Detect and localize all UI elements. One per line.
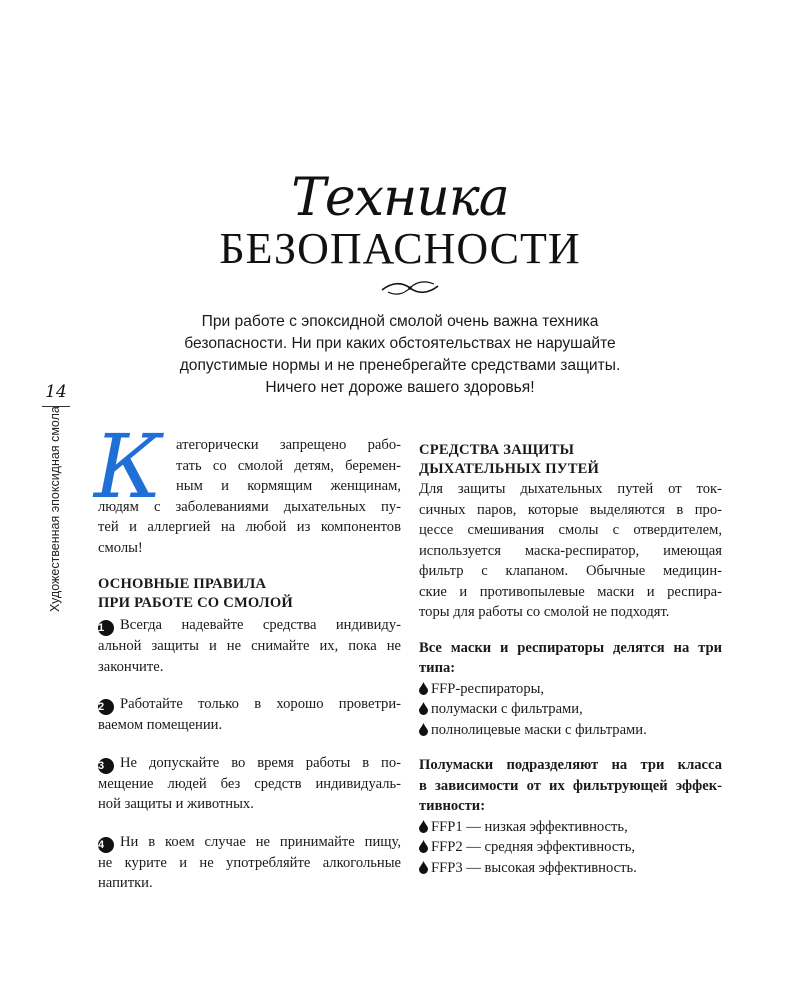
list-item-text: FFP2 — средняя эффективность, [431,839,635,855]
drop-bullet-icon [419,820,428,833]
rule-item [98,694,401,736]
paragraph-line: ным и кормящим женщинам, [176,478,401,494]
paragraph-line: фильтр с клапаном. Обычные медицин- [419,563,722,579]
rule-item [98,753,401,815]
mask-classes-heading [419,755,722,817]
list-item-text: FFP3 — высокая эффективность. [431,859,637,876]
intro-paragraph [94,423,401,558]
rule-text: мещение людей без средств индивидуаль- [98,775,401,792]
drop-bullet-icon [419,702,428,715]
page-number: 14 [45,382,67,402]
rule-text: Работайте только в хорошо проветри- [120,696,401,712]
heading-line: ПРИ РАБОТЕ СО СМОЛОЙ [98,595,293,611]
list-item [419,679,722,700]
list-item [419,699,722,720]
rule-text: закончите. [98,658,164,675]
side-label: Художественная эпоксидная смола [48,406,62,612]
list-item-text: полнолицевые маски с фильтрами. [431,721,647,738]
dropcap-letter [90,423,174,513]
paragraph-line: Для защиты дыхательных путей от ток- [419,481,722,497]
respiratory-heading [419,441,722,479]
respiratory-paragraph [419,479,722,623]
paragraph-line: атегорически запрещено рабо- [176,437,401,453]
rule-text: напитки. [98,875,153,891]
paragraph-line: торы для работы со смолой не подходят. [419,604,670,620]
dropcap-glyph: К [94,423,163,513]
intro-line: При работе с эпоксидной смолой очень важна техника [201,313,599,330]
drop-bullet-icon [419,861,428,874]
rule-text: не курите и не употребляйте алкогольные [98,854,401,871]
list-item [419,837,722,858]
rule-text: Ни в коем случае не принимайте пищу, [120,833,401,850]
drop-bullet-icon [419,723,428,736]
list-item [419,858,722,879]
list-item-text: FFP-респираторы, [431,680,545,697]
page-title: БЕЗОПАСНОСТИ [219,224,581,273]
mask-types-heading [419,638,722,679]
rule-text: Не допускайте во время работы в по- [120,754,401,771]
paragraph-line: цессе смешивания смолы с отвердителем, [419,522,722,538]
paragraph-line: сичных паров, которые выделяются в про- [419,501,722,518]
heading-line: Полумаски подразделяют на три класса [419,757,722,773]
paragraph-line: ские и противопылевые маски и респира- [419,583,722,600]
heading-line: типа: [419,660,456,676]
paragraph-line: тей и аллергией на любой из компонентов [98,519,401,535]
left-column [94,423,401,894]
list-item-text: полумаски с фильтрами, [431,701,583,717]
rule-text: ной защиты и животных. [98,796,254,812]
rule-text: ваемом помещении. [98,717,223,733]
paragraph-line: людям с заболеваниями дыхательных пу- [98,498,401,515]
paragraph-line: используется маска-респиратор, имеющая [419,542,722,559]
drop-bullet-icon [419,840,428,853]
number-badge: 3 [98,758,114,774]
rule-text: Всегда надевайте средства индивиду- [120,617,401,633]
rule-item [98,832,401,894]
drop-bullet-icon [419,682,428,695]
rule-text: альной защиты и не снимайте их, пока не [98,638,401,654]
list-item [419,720,722,741]
heading-line: СРЕДСТВА ЗАЩИТЫ [419,442,575,458]
title-script: Техника [291,168,509,228]
rule-item [98,615,401,677]
paragraph-line: тать со смолой детям, беремен- [176,457,401,474]
number-badge: 4 [98,837,114,853]
heading-line: Все маски и респираторы делятся на три [419,639,722,656]
intro-line: безопасности. Ни при каких обстоятельствах не нарушайте [184,335,616,352]
right-column [419,441,722,878]
heading-line: в зависимости от их фильтрующей эффек- [419,777,722,794]
mask-types-list [419,679,722,741]
list-item [419,817,722,838]
intro-line: Ничего нет дороже вашего здоровья! [265,379,535,396]
number-badge: 1 [98,620,114,636]
number-badge: 2 [98,699,114,715]
heading-line: ДЫХАТЕЛЬНЫХ ПУТЕЙ [419,461,600,477]
list-item-text: FFP1 — низкая эффективность, [431,818,628,835]
mask-classes-list [419,817,722,879]
flourish-ornament [380,278,440,298]
intro-line: допустимые нормы и не пренебрегайте средствами защиты. [179,357,621,374]
paragraph-line: смолы! [98,539,143,556]
heading-line: тивности: [419,798,486,814]
intro-text [150,311,650,399]
heading-line: ОСНОВНЫЕ ПРАВИЛА [98,576,267,592]
rules-heading [98,575,401,613]
